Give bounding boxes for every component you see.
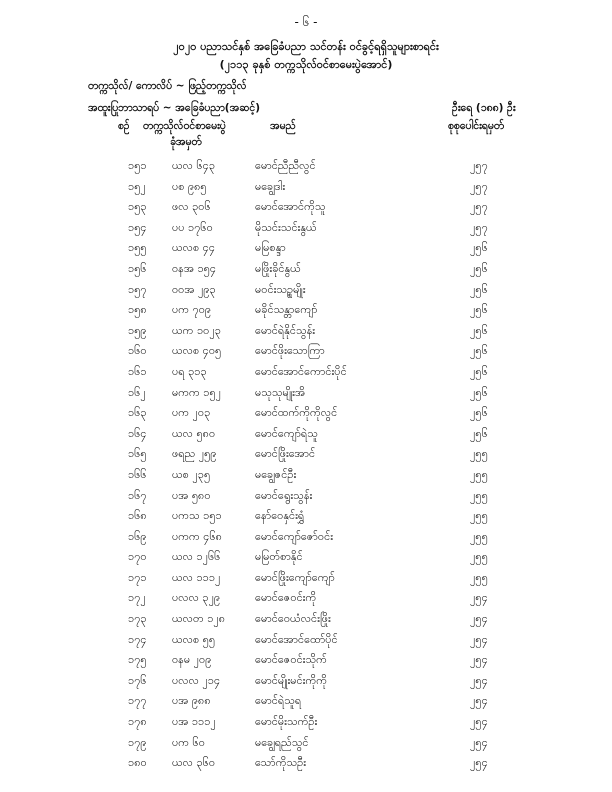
row-score: ၂၅၄ [470,673,488,687]
row-reg-no: ယလစ ၄၄ [172,241,216,255]
row-score: ၂၅၅ [470,467,488,481]
row-reg-no: ပပ ၁၇၆၀ [172,220,213,234]
row-score: ၂၅၆ [470,261,488,275]
row-number: ၁၅၄ [128,220,147,234]
row-number: ၁၆၀ [128,344,147,358]
quota-line: ဦးရေ (၁၈၈) ဦး [452,102,516,114]
row-name: မောင်ရဲနိုင်သွန်း [255,323,316,337]
row-number: ၁၇၀ [128,550,147,564]
row-name: မချွေဇင်ဦး [255,467,297,481]
table-row [0,321,612,342]
table-row [0,341,612,362]
row-reg-no: ယလ ၆၄၃ [172,159,216,172]
row-reg-no: ပစ ၉၈၅ [172,179,207,193]
row-reg-no: ယလစ ၅၅ [172,632,216,646]
table-row [0,712,612,733]
program-line: အထူးပြုဘာသာရပ် ~ အခြေခံပညာ(အဆင့်) [88,102,261,114]
row-name: မချွေဒါး [255,179,286,193]
table-row [0,218,612,239]
header-reg: တက္ကသိုလ်ဝင်စာမေးပွဲ [143,120,226,132]
region-line: တက္ကသိုလ်/ ကောလိပ် ~ ဖြည့်တက္ကသိုလ် [88,80,247,92]
row-score: ၂၅၄ [470,612,488,626]
row-number: ၁၆၇ [128,488,147,502]
row-name: မိုသင်းသင်းနွယ် [255,220,317,234]
table-row [0,280,612,301]
page-number: - ၆ - [294,15,318,29]
row-number: ၁၆၃ [128,406,147,420]
row-reg-no: ပကက ၄၆၈ [172,529,222,543]
row-number: ၁၅၉ [128,323,147,337]
header-no: စဉ် [118,120,130,132]
table-row [0,568,612,589]
row-number: ၁၇၈ [128,715,147,729]
row-name: မောင်ထက်ကိုကိုလွင် [255,406,338,420]
row-number: ၁၇၁ [128,570,147,584]
row-name: မဝင်းသဉ္စမျိုး [255,282,306,296]
table-row [0,444,612,465]
row-score: ၂၅၄ [470,694,488,708]
header-name: အမည် [270,120,296,132]
row-score: ၂၅၄ [470,653,488,667]
row-score: ၂၅၆ [470,241,488,255]
row-reg-no: ယလ ၁၁၁၂ [172,570,221,584]
row-number: ၁၆၈ [128,509,147,523]
row-reg-no: ယက ၁၀၂၃ [172,323,221,337]
row-reg-no: ပက ၆၀ [172,735,205,749]
table-row [0,259,612,280]
row-name: မဖြိုးခိုင်နွယ် [255,261,301,275]
row-name: မောင်ဝေယံလင်းဖြိုး [255,612,331,626]
row-score: ၂၅၄ [470,591,488,605]
document-subtitle: (၂၁၁၃ ခုနှစ် တက္ကသိုလ်ဝင်စာမေးပွဲအောင်) [219,58,393,71]
row-reg-no: ပလလ ၂၁၄ [172,673,221,687]
row-reg-no: ပရ ၃၁၃ [172,364,207,378]
row-number: ၁၅၈ [128,303,147,317]
row-reg-no: ယစ ၂၃၅ [172,467,211,481]
row-score: ၂၅၆ [470,282,488,296]
table-row [0,177,612,198]
table-row [0,465,612,486]
table-row [0,238,612,259]
row-reg-no: ပက ၂၀၃ [172,406,211,420]
row-name: မောင်မျိုးမင်းကိုကို [255,673,327,687]
row-score: ၂၅၄ [470,632,488,646]
row-number: ၁၆၆ [128,467,147,481]
row-reg-no: ဖလ ၃၀၆ [172,200,211,214]
table-row [0,588,612,609]
row-score: ၂၅၅ [470,570,488,584]
row-number: ၁၈၀ [128,756,147,770]
table-row [0,506,612,527]
row-reg-no: ဝဝအ ၂၉၃ [172,282,216,296]
table-row [0,733,612,754]
row-number: ၁၆၄ [128,426,147,440]
row-reg-no: ယလ ၁၂၆၆ [172,550,221,564]
row-name: သော်ကိုသဦး [255,756,306,770]
table-row [0,671,612,692]
row-reg-no: ပအ ၅၈၀ [172,488,211,502]
row-name: မသုသုမျိုးအိ [255,385,306,399]
row-name: မမြတ်စာနိုင် [255,550,303,564]
row-number: ၁၆၂ [128,385,146,399]
row-name: မောင်ရဲသူရ [255,694,302,708]
table-row [0,403,612,424]
table-row [0,527,612,548]
row-reg-no: ဖရည ၂၅၉ [172,447,217,461]
row-score: ၂၅၇ [470,159,488,172]
row-reg-no: ပအ ၁၁၁၂ [172,715,216,729]
row-name: မောင်ကျော်ဇော်ဝင်း [255,529,333,543]
row-number: ၁၇၄ [128,632,147,646]
table-row [0,609,612,630]
table-row [0,753,612,774]
row-name: မချွေရည်သွင် [255,735,309,749]
table-row [0,650,612,671]
table-row [0,630,612,651]
row-name: မခိုင်သန္တာကျော် [255,303,318,317]
row-reg-no: ယလစ ၄၀၅ [172,344,222,358]
row-reg-no: ယလတ ၁၂၈ [172,612,226,626]
row-name: နော်ဝေနှင်းရွှံ [255,509,305,523]
table-row [0,547,612,568]
row-score: ၂၅၆ [470,323,488,337]
row-name: မောင်ဇေဝင်းကို [255,591,317,605]
row-score: ၂၅၆ [470,344,488,358]
row-score: ၂၅၅ [470,488,488,502]
row-number: ၁၇၇ [128,694,147,708]
row-number: ၁၇၅ [128,653,147,667]
row-reg-no: ဝနအ ၁၅၄ [172,261,217,275]
row-number: ၁၇၃ [128,612,147,626]
table-row [0,300,612,321]
row-score: ၂၅၄ [470,715,488,729]
table-row [0,691,612,712]
table-row [0,383,612,404]
row-name: မောင်ဇေဝင်းသိုက် [255,653,327,667]
row-reg-no: ပက ၇၀၉ [172,303,212,317]
row-number: ၁၅၃ [128,200,147,214]
row-reg-no: မကက ၁၅၂ [172,385,222,399]
row-name: မောင်မိုးသက်ဦး [255,715,318,729]
header-score: စုစုပေါင်းရမှတ် [448,120,505,132]
row-name: မောင်အောင်ထော်ပိုင် [255,632,338,646]
row-name: မောင်ဖြိုးကျော်ကျော် [255,570,335,584]
row-reg-no: ဝနမ ၂၀၉ [172,653,212,667]
row-name: မမြစန္ဒာ [255,241,286,255]
row-score: ၂၅၅ [470,509,488,523]
table-row [0,424,612,445]
row-score: ၂၅၅ [470,550,488,564]
row-number: ၁၅၆ [128,261,147,275]
row-number: ၁၇၉ [128,735,147,749]
row-number: ၁၆၁ [128,364,147,378]
header-reg-2: ခုံအမှတ် [170,136,202,148]
document-title: ၂၀၂၀ ပညာသင်နှစ် အခြေခံပညာ သင်တန်း ဝင်ခွင့်ရရှိသူများစာရင်း [173,40,439,53]
row-score: ၂၅၄ [470,735,488,749]
row-name: မောင်အောင်ကိုသူ [255,200,326,214]
row-score: ၂၅၆ [470,303,488,317]
row-reg-no: ပအ ၉၈၈ [172,694,211,708]
row-name: မောင်ညီညီလွင် [255,159,316,172]
row-number: ၁၆၉ [128,529,147,543]
table-row [0,486,612,507]
row-score: ၂၅၇ [470,200,488,214]
row-score: ၂၅၅ [470,529,488,543]
row-reg-no: ပလလ ၃၂၉ [172,591,221,605]
row-name: မောင်ကျော်ရဲသူ [255,426,318,440]
row-number: ၁၅၇ [128,282,147,296]
table-row [0,156,612,177]
row-score: ၂၅၇ [470,179,488,193]
row-reg-no: ယလ ၃၆၀ [172,756,216,770]
row-score: ၂၅၇ [470,220,488,234]
table-row [0,197,612,218]
row-number: ၁၅၅ [128,241,147,255]
row-name: မောင်ရွေးသွန်း [255,488,313,502]
row-number: ၁၇၂ [128,591,146,605]
row-reg-no: ယလ ၅၈၀ [172,426,216,440]
row-number: ၁၇၆ [128,673,147,687]
table-row [0,362,612,383]
row-number: ၁၅၁ [128,159,147,172]
row-score: ၂၅၄ [470,756,488,770]
results-table [0,156,612,774]
row-reg-no: ပကသ ၁၅၁ [172,509,222,523]
row-score: ၂၅၆ [470,426,488,440]
row-score: ၂၅၅ [470,447,488,461]
row-number: ၁၆၅ [128,447,147,461]
row-name: မောင်ဖြိုးအောင် [255,447,316,461]
row-score: ၂၅၆ [470,364,488,378]
row-number: ၁၅၂ [128,179,146,193]
row-score: ၂၅၆ [470,385,488,399]
row-score: ၂၅၆ [470,406,488,420]
row-name: မောင်အောင်ကောင်းပိုင် [255,364,347,378]
row-name: မောင်ဖိုးသောကြာ [255,344,325,358]
